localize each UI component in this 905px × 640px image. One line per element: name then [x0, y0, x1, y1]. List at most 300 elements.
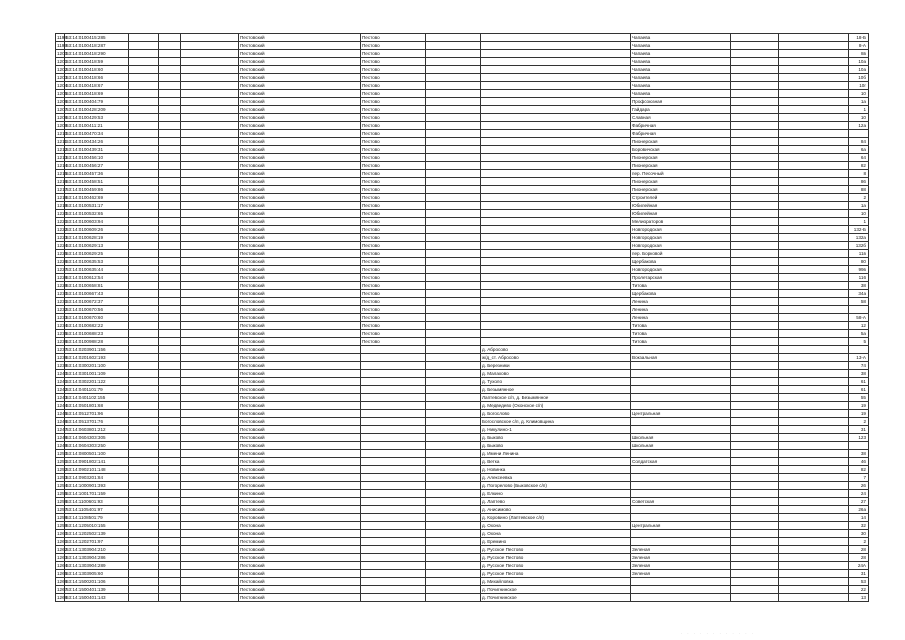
empty-cell — [779, 194, 849, 202]
house-cell: 46 — [849, 458, 869, 466]
table-row — [56, 386, 869, 394]
empty-cell — [129, 290, 159, 298]
empty-cell — [181, 234, 239, 242]
district-cell: Пестовский — [239, 242, 361, 250]
street-cell: Строителей — [631, 194, 731, 202]
district-cell: Пестовский — [239, 202, 361, 210]
house-cell — [849, 306, 869, 314]
town-cell — [361, 354, 426, 362]
row-number-cell: 1250 — [57, 451, 68, 456]
empty-cell — [181, 578, 239, 586]
empty-cell — [181, 74, 239, 82]
district-cell: Пестовский — [239, 378, 361, 386]
village-cell — [481, 138, 631, 146]
empty-cell — [129, 122, 159, 130]
street-cell: Титова — [631, 338, 731, 346]
table-row — [56, 418, 869, 426]
empty-cell — [731, 162, 779, 170]
empty-cell — [129, 466, 159, 474]
village-cell — [481, 146, 631, 154]
row-number-cell: 1213 — [57, 155, 68, 160]
village-cell: д. Русское Пестово — [481, 546, 631, 554]
town-cell: Пестово — [361, 202, 426, 210]
street-cell: Юбилейная — [631, 210, 731, 218]
town-cell — [361, 570, 426, 578]
empty-cell — [426, 506, 481, 514]
table-row — [56, 162, 869, 170]
empty-cell — [731, 90, 779, 98]
row-number-cell: 1230 — [57, 291, 68, 296]
empty-cell — [129, 202, 159, 210]
empty-cell — [779, 266, 849, 274]
empty-cell — [426, 250, 481, 258]
empty-cell — [731, 290, 779, 298]
town-cell — [361, 594, 426, 602]
row-number-cell: 1204 — [57, 83, 68, 88]
empty-cell — [779, 154, 849, 162]
street-cell: Ленина — [631, 306, 731, 314]
town-cell: Пестово — [361, 82, 426, 90]
district-cell: Пестовский — [239, 82, 361, 90]
empty-cell — [731, 370, 779, 378]
empty-cell — [731, 266, 779, 274]
village-cell — [481, 266, 631, 274]
empty-cell — [779, 146, 849, 154]
empty-cell — [779, 258, 849, 266]
table-row — [56, 50, 869, 58]
empty-cell — [779, 458, 849, 466]
town-cell — [361, 538, 426, 546]
town-cell: Пестово — [361, 218, 426, 226]
empty-cell — [731, 178, 779, 186]
empty-cell — [129, 66, 159, 74]
empty-cell — [129, 298, 159, 306]
empty-cell — [129, 314, 159, 322]
empty-cell — [181, 82, 239, 90]
empty-cell — [181, 570, 239, 578]
street-cell: Титова — [631, 330, 731, 338]
empty-cell — [181, 42, 239, 50]
street-cell — [631, 490, 731, 498]
empty-cell — [159, 394, 181, 402]
town-cell: Пестово — [361, 274, 426, 282]
empty-cell — [159, 130, 181, 138]
table-row — [56, 274, 869, 282]
village-cell — [481, 162, 631, 170]
town-cell: Пестово — [361, 322, 426, 330]
district-cell: Пестовский — [239, 210, 361, 218]
house-cell: 13-А — [849, 354, 869, 362]
empty-cell — [159, 274, 181, 282]
empty-cell — [129, 538, 159, 546]
cad-cell: 53:14:0100456:10 — [65, 154, 129, 162]
village-cell: д. Коровино (Лаптевское с/п) — [481, 514, 631, 522]
street-cell: Чапаева — [631, 74, 731, 82]
empty-cell — [426, 554, 481, 562]
district-cell: Пестовский — [239, 154, 361, 162]
house-cell: 19 — [849, 402, 869, 410]
village-cell — [481, 290, 631, 298]
empty-cell — [159, 546, 181, 554]
district-cell: Пестовский — [239, 450, 361, 458]
empty-cell — [731, 442, 779, 450]
table-row — [56, 410, 869, 418]
street-cell: Щербакова — [631, 258, 731, 266]
empty-cell — [731, 570, 779, 578]
table-row — [56, 578, 869, 586]
empty-cell — [426, 218, 481, 226]
district-cell: Пестовский — [239, 466, 361, 474]
cad-cell: 53:14:0100418:69 — [65, 90, 129, 98]
row-number-cell: 1202 — [57, 67, 68, 72]
table-row — [56, 546, 869, 554]
empty-cell — [731, 450, 779, 458]
house-cell: 1а — [849, 98, 869, 106]
house-cell: 132б — [849, 242, 869, 250]
empty-cell — [129, 330, 159, 338]
empty-cell — [129, 106, 159, 114]
empty-cell — [129, 474, 159, 482]
empty-cell — [731, 322, 779, 330]
empty-cell — [426, 130, 481, 138]
empty-cell — [426, 402, 481, 410]
town-cell: Пестово — [361, 338, 426, 346]
empty-cell — [159, 146, 181, 154]
town-cell: Пестово — [361, 194, 426, 202]
village-cell: д. Русское Пестово — [481, 562, 631, 570]
cad-cell: 53:14:0100628:19 — [65, 234, 129, 242]
village-cell: д. Почигнинское — [481, 586, 631, 594]
cad-cell: 53:14:0903201:84 — [65, 474, 129, 482]
empty-cell — [426, 354, 481, 362]
empty-cell — [129, 58, 159, 66]
empty-cell — [181, 514, 239, 522]
empty-cell — [181, 98, 239, 106]
town-cell — [361, 546, 426, 554]
house-cell: 132-Б — [849, 226, 869, 234]
street-cell — [631, 386, 731, 394]
empty-cell — [731, 354, 779, 362]
district-cell: Пестовский — [239, 498, 361, 506]
village-cell — [481, 82, 631, 90]
cad-cell: 53:14:0100531:17 — [65, 202, 129, 210]
cad-cell: 53:14:0100459:86 — [65, 186, 129, 194]
empty-cell — [129, 554, 159, 562]
empty-cell — [159, 186, 181, 194]
cad-cell: 53:14:0100532:65 — [65, 210, 129, 218]
village-cell: д. Тухоло — [481, 378, 631, 386]
row-number-cell: 1233 — [57, 315, 68, 320]
house-cell: 26 — [849, 482, 869, 490]
empty-cell — [129, 258, 159, 266]
table-row — [56, 370, 869, 378]
empty-cell — [731, 410, 779, 418]
empty-cell — [779, 546, 849, 554]
empty-cell — [181, 106, 239, 114]
empty-cell — [731, 122, 779, 130]
table-row — [56, 34, 869, 42]
table-row — [56, 130, 869, 138]
district-cell: Пестовский — [239, 458, 361, 466]
empty-cell — [129, 218, 159, 226]
table-row — [56, 530, 869, 538]
village-cell — [481, 218, 631, 226]
town-cell: Пестово — [361, 306, 426, 314]
empty-cell — [731, 466, 779, 474]
empty-cell — [779, 354, 849, 362]
table-row — [56, 178, 869, 186]
empty-cell — [426, 386, 481, 394]
empty-cell — [426, 394, 481, 402]
village-cell: д. Михайловка — [481, 578, 631, 586]
empty-cell — [426, 50, 481, 58]
street-cell — [631, 346, 731, 354]
empty-cell — [159, 250, 181, 258]
empty-cell — [426, 66, 481, 74]
empty-cell — [426, 186, 481, 194]
village-cell — [481, 50, 631, 58]
district-cell: Пестовский — [239, 410, 361, 418]
district-cell: Пестовский — [239, 50, 361, 58]
district-cell: Пестовский — [239, 130, 361, 138]
house-cell: 10 — [849, 114, 869, 122]
empty-cell — [159, 346, 181, 354]
house-cell: 132а — [849, 234, 869, 242]
table-row — [56, 314, 869, 322]
cad-cell: 53:14:0100458:51 — [65, 178, 129, 186]
cad-cell: 53:14:0401102:155 — [65, 394, 129, 402]
village-cell: д. Алексеевка — [481, 474, 631, 482]
district-cell: Пестовский — [239, 218, 361, 226]
empty-cell — [159, 378, 181, 386]
village-cell: д. Новинка — [481, 466, 631, 474]
row-number-cell: 1263 — [57, 555, 68, 560]
table-row — [56, 250, 869, 258]
house-cell: 5а — [849, 330, 869, 338]
row-number-cell: 1229 — [57, 283, 68, 288]
table-row — [56, 378, 869, 386]
empty-cell — [181, 498, 239, 506]
district-cell: Пестовский — [239, 66, 361, 74]
empty-cell — [159, 282, 181, 290]
street-cell — [631, 418, 731, 426]
district-cell: Пестовский — [239, 290, 361, 298]
table-row — [56, 498, 869, 506]
district-cell: Пестовский — [239, 194, 361, 202]
empty-cell — [731, 146, 779, 154]
cad-cell: 53:14:0501801:68 — [65, 402, 129, 410]
empty-cell — [731, 170, 779, 178]
house-cell: 11в — [849, 250, 869, 258]
table-row — [56, 258, 869, 266]
house-cell: 61 — [849, 386, 869, 394]
empty-cell — [159, 530, 181, 538]
cad-cell: 53:14:0100456:27 — [65, 162, 129, 170]
town-cell: Пестово — [361, 178, 426, 186]
empty-cell — [181, 546, 239, 554]
district-cell: Пестовский — [239, 226, 361, 234]
table-row — [56, 586, 869, 594]
empty-cell — [731, 538, 779, 546]
street-cell: Советская — [631, 498, 731, 506]
empty-cell — [779, 538, 849, 546]
row-number-cell: 1212 — [57, 147, 68, 152]
village-cell — [481, 314, 631, 322]
district-cell: Пестовский — [239, 90, 361, 98]
house-cell: 8-А — [849, 42, 869, 50]
empty-cell — [731, 242, 779, 250]
empty-cell — [731, 482, 779, 490]
empty-cell — [731, 458, 779, 466]
street-cell: Славная — [631, 114, 731, 122]
town-cell — [361, 378, 426, 386]
empty-cell — [426, 154, 481, 162]
empty-cell — [779, 122, 849, 130]
village-cell: Лаптевское с/п, д. Безымянное — [481, 394, 631, 402]
house-cell: 34а — [849, 290, 869, 298]
district-cell: Пестовский — [239, 434, 361, 442]
empty-cell — [181, 402, 239, 410]
street-cell: Пионерская — [631, 178, 731, 186]
empty-cell — [181, 282, 239, 290]
empty-cell — [159, 226, 181, 234]
empty-cell — [731, 378, 779, 386]
cad-cell: 53:14:0100609:26 — [65, 226, 129, 234]
town-cell: Пестово — [361, 106, 426, 114]
empty-cell — [426, 546, 481, 554]
street-cell: Гайдара — [631, 106, 731, 114]
town-cell — [361, 442, 426, 450]
district-cell: Пестовский — [239, 418, 361, 426]
street-cell: Солдатская — [631, 458, 731, 466]
empty-cell — [426, 514, 481, 522]
empty-cell — [159, 170, 181, 178]
empty-cell — [159, 58, 181, 66]
house-cell: 61 — [849, 378, 869, 386]
empty-cell — [426, 458, 481, 466]
street-cell: Пролетарская — [631, 274, 731, 282]
district-cell: Пестовский — [239, 370, 361, 378]
street-cell: Новгородская — [631, 234, 731, 242]
street-cell — [631, 362, 731, 370]
house-cell: 38 — [849, 370, 869, 378]
empty-cell — [181, 386, 239, 394]
empty-cell — [426, 466, 481, 474]
town-cell: Пестово — [361, 98, 426, 106]
empty-cell — [129, 162, 159, 170]
cad-cell: 53:14:0100672:37 — [65, 298, 129, 306]
empty-cell — [779, 50, 849, 58]
empty-cell — [181, 154, 239, 162]
table-row — [56, 98, 869, 106]
empty-cell — [181, 322, 239, 330]
empty-cell — [426, 322, 481, 330]
table-row — [56, 434, 869, 442]
house-cell: 53 — [849, 578, 869, 586]
cad-cell: 53:14:0201602:193 — [65, 354, 129, 362]
cad-cell: 53:14:0603801:212 — [65, 426, 129, 434]
empty-cell — [779, 162, 849, 170]
district-cell: Пестовский — [239, 474, 361, 482]
row-number-cell: 1252 — [57, 467, 68, 472]
cad-cell: 53:14:0901802:141 — [65, 458, 129, 466]
house-cell: 24 — [849, 490, 869, 498]
empty-cell — [779, 34, 849, 42]
empty-cell — [779, 378, 849, 386]
empty-cell — [129, 250, 159, 258]
village-cell — [481, 242, 631, 250]
empty-cell — [731, 386, 779, 394]
empty-cell — [426, 226, 481, 234]
empty-cell — [181, 34, 239, 42]
empty-cell — [129, 74, 159, 82]
cad-cell: 53:14:0100418:66 — [65, 74, 129, 82]
empty-cell — [181, 538, 239, 546]
street-cell: Чапаева — [631, 42, 731, 50]
district-cell: Пестовский — [239, 562, 361, 570]
street-cell: пер. Песочный — [631, 170, 731, 178]
street-cell: Зеленая — [631, 570, 731, 578]
empty-cell — [159, 522, 181, 530]
village-cell — [481, 114, 631, 122]
street-cell: Чапаева — [631, 58, 731, 66]
cad-cell: 53:14:0100457:36 — [65, 170, 129, 178]
town-cell — [361, 562, 426, 570]
empty-cell — [181, 290, 239, 298]
town-cell: Пестово — [361, 66, 426, 74]
district-cell: Пестовский — [239, 274, 361, 282]
empty-cell — [159, 474, 181, 482]
village-cell — [481, 250, 631, 258]
empty-cell — [181, 522, 239, 530]
cad-cell: 53:14:1303904:210 — [65, 546, 129, 554]
town-cell — [361, 426, 426, 434]
empty-cell — [779, 274, 849, 282]
empty-cell — [731, 74, 779, 82]
street-cell: Пионерская — [631, 138, 731, 146]
cad-cell: 53:14:1500401:139 — [65, 586, 129, 594]
empty-cell — [426, 282, 481, 290]
table-row — [56, 186, 869, 194]
district-cell: Пестовский — [239, 586, 361, 594]
empty-cell — [731, 402, 779, 410]
empty-cell — [159, 498, 181, 506]
empty-cell — [181, 442, 239, 450]
town-cell — [361, 402, 426, 410]
empty-cell — [731, 66, 779, 74]
town-cell: Пестово — [361, 290, 426, 298]
empty-cell — [159, 506, 181, 514]
cad-cell: 53:14:0100682:22 — [65, 322, 129, 330]
street-cell — [631, 402, 731, 410]
parcel-table-body — [56, 34, 869, 602]
empty-cell — [159, 202, 181, 210]
town-cell: Пестово — [361, 234, 426, 242]
table-row — [56, 458, 869, 466]
empty-cell — [731, 34, 779, 42]
table-row — [56, 522, 869, 530]
village-cell — [481, 130, 631, 138]
town-cell — [361, 578, 426, 586]
empty-cell — [129, 506, 159, 514]
empty-cell — [181, 114, 239, 122]
house-cell: 32 — [849, 522, 869, 530]
empty-cell — [426, 426, 481, 434]
district-cell: Пестовский — [239, 282, 361, 290]
empty-cell — [181, 138, 239, 146]
town-cell — [361, 346, 426, 354]
table-row — [56, 58, 869, 66]
